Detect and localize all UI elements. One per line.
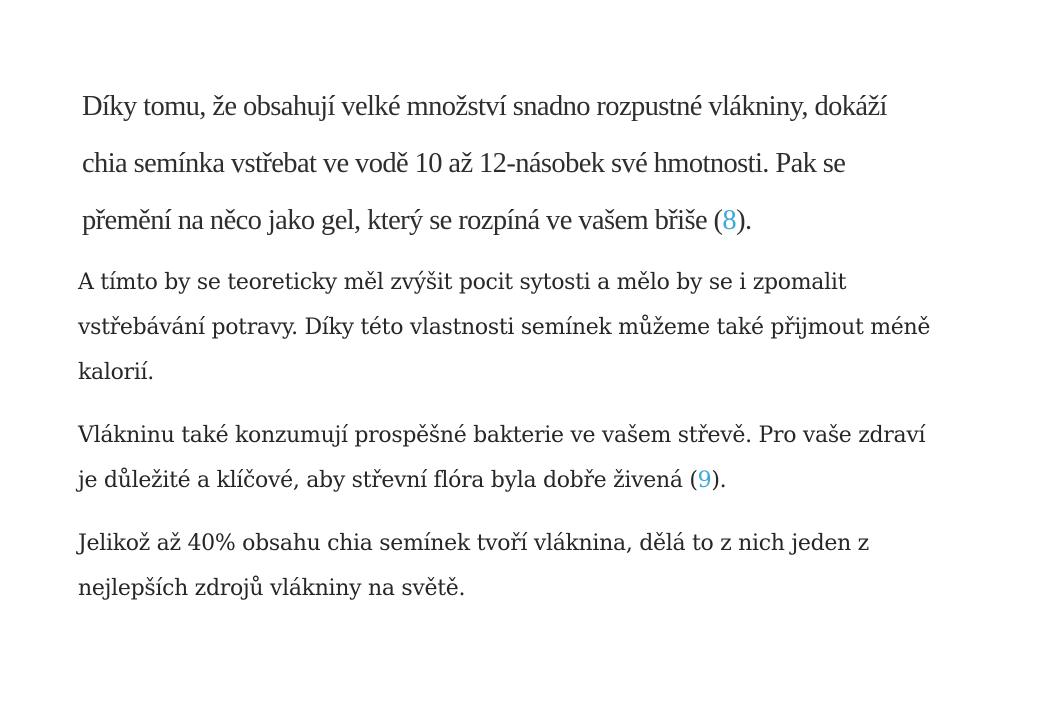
lead-paragraph: [82, 78, 922, 249]
lead-text: Díky tomu, že obsahují velké množství snadno rozpustné vlákniny, dokáží chia semínka vstřebat ve vodě 10 až 12-násobek své hmotnosti. Pak se přemění na něco jako gel, který se rozpíná ve vašem břiše (: [82, 91, 887, 236]
citation-link-9[interactable]: 9: [697, 468, 712, 493]
lead-text-end: ).: [736, 205, 752, 236]
paragraph-gut-bacteria: [78, 413, 948, 503]
paragraph-text: Vlákninu také konzumují prospěšné bakterie ve vašem střevě. Pro vaše zdraví je důležité a klíčové, aby střevní flóra byla dobře živená (: [78, 423, 926, 493]
paragraph-satiety: A tímto by se teoreticky měl zvýšit pocit sytosti a mělo by se i zpomalit vstřebávání potravy. Díky této vlastnosti semínek můžeme také přijmout méně kalorií.: [78, 270, 931, 385]
citation-link-8[interactable]: 8: [722, 205, 737, 236]
paragraph-text-end: ).: [711, 468, 727, 493]
paragraph-fiber-source: Jelikož až 40% obsahu chia semínek tvoří vláknina, dělá to z nich jeden z nejlepších zdrojů vlákniny na světě.: [78, 531, 869, 601]
